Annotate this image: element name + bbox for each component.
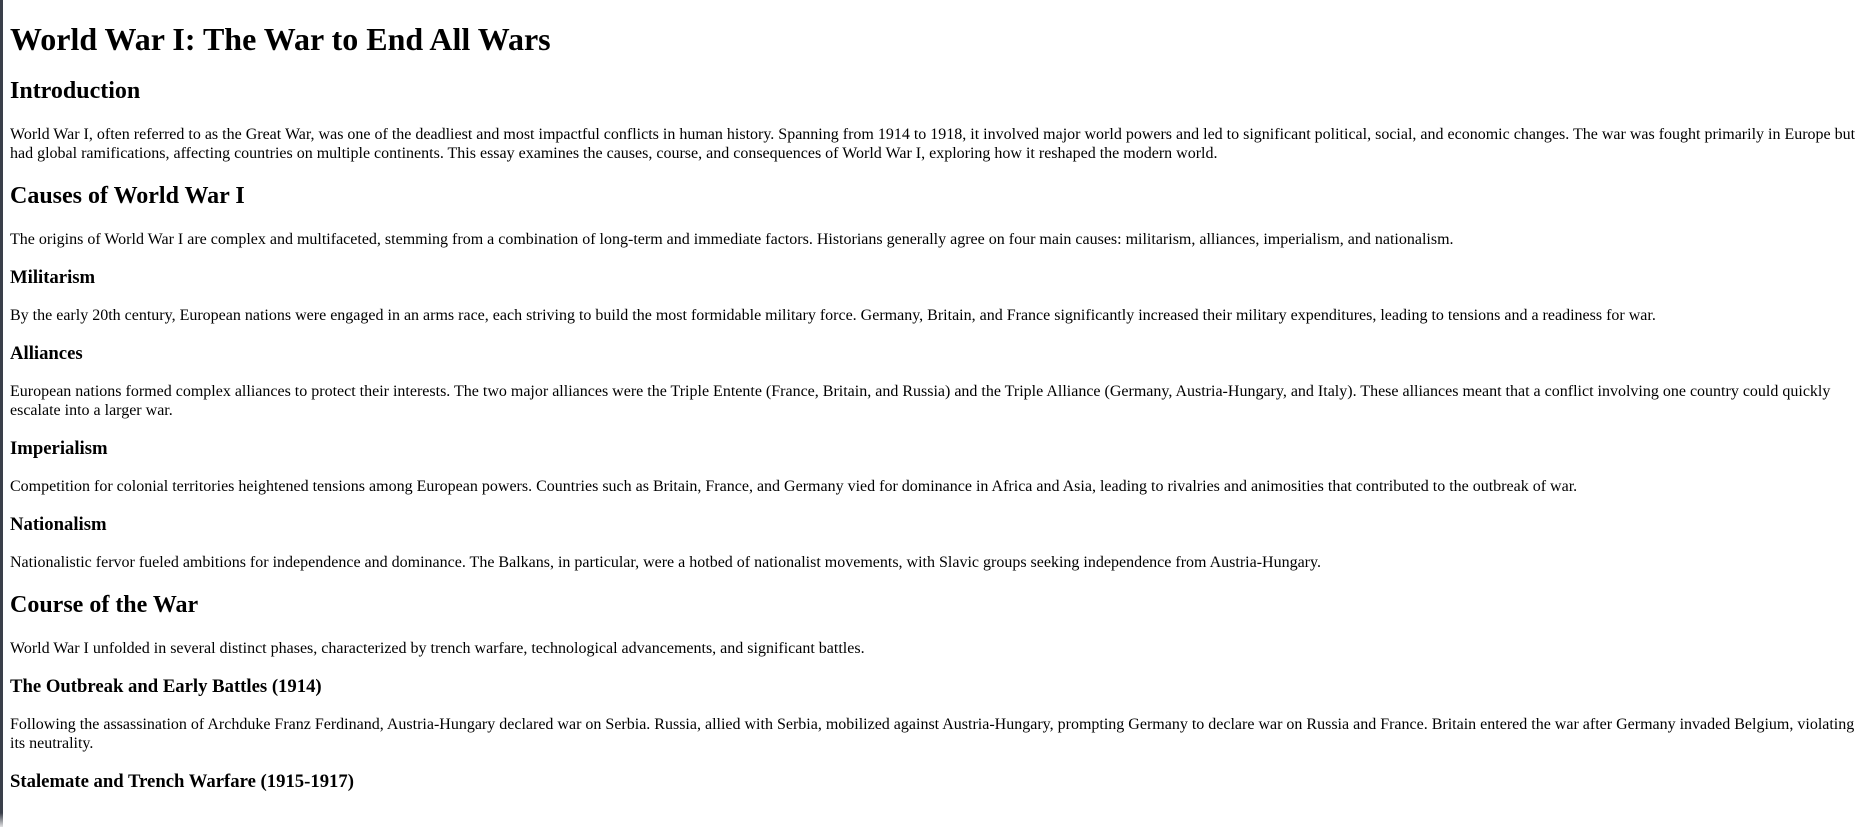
nationalism-paragraph: Nationalistic fervor fueled ambitions for independence and dominance. The Balkans, in particular, were a hotbed of nationalist movements, with Slavic groups seeking independence from Austria-Hungary. <box>10 554 1321 571</box>
window-left-edge <box>0 0 3 827</box>
section-heading-causes: Causes of World War I <box>10 183 245 209</box>
militarism-paragraph: By the early 20th century, European nations were engaged in an arms race, each striving to build the most formidable military force. Germany, Britain, and France significantly increased their military expenditures, leading to tensions and a readiness for war. <box>10 307 1656 324</box>
subsection-heading-nationalism: Nationalism <box>10 514 107 535</box>
subsection-heading-imperialism: Imperialism <box>10 438 108 459</box>
imperialism-paragraph: Competition for colonial territories heightened tensions among European powers. Countries such as Britain, France, and Germany vied for dominance in Africa and Asia, leading to rivalries and animosities that contributed to the outbreak of war. <box>10 478 1578 495</box>
page-title: World War I: The War to End All Wars <box>10 21 551 57</box>
section-heading-introduction: Introduction <box>10 78 141 104</box>
subsection-heading-outbreak: The Outbreak and Early Battles (1914) <box>10 676 322 697</box>
course-paragraph: World War I unfolded in several distinct phases, characterized by trench warfare, technological advancements, and significant battles. <box>10 640 865 657</box>
subsection-heading-alliances: Alliances <box>10 343 83 364</box>
subsection-heading-militarism: Militarism <box>10 267 96 288</box>
introduction-paragraph: World War I, often referred to as the Great War, was one of the deadliest and most impactful conflicts in human history. Spanning from 1914 to 1918, it involved major world powers and led to significant political, social, and economic changes. The war was fought primarily in Europe but had global ramifications, affecting countries on multiple continents. This essay examines the causes, course, and consequences of World War I, exploring how it reshaped the modern world. <box>10 126 1856 162</box>
outbreak-paragraph: Following the assassination of Archduke Franz Ferdinand, Austria-Hungary declared war on Serbia. Russia, allied with Serbia, mobilized against Austria-Hungary, prompting Germany to declare war on Russia and France. Britain entered the war after Germany invaded Belgium, violating its neutrality. <box>10 716 1855 752</box>
bottom-fade <box>0 813 1859 827</box>
subsection-heading-stalemate: Stalemate and Trench Warfare (1915-1917) <box>10 771 354 792</box>
section-heading-course: Course of the War <box>10 592 199 618</box>
alliances-paragraph: European nations formed complex alliances to protect their interests. The two major alliances were the Triple Entente (France, Britain, and Russia) and the Triple Alliance (Germany, Austria-Hungary, and Italy). These alliances meant that a conflict involving one country could quickly escalate into a larger war. <box>10 383 1831 419</box>
essay-document <box>10 0 1859 810</box>
causes-paragraph: The origins of World War I are complex and multifaceted, stemming from a combination of long-term and immediate factors. Historians generally agree on four main causes: militarism, alliances, imperialism, and nationalism. <box>10 231 1454 248</box>
